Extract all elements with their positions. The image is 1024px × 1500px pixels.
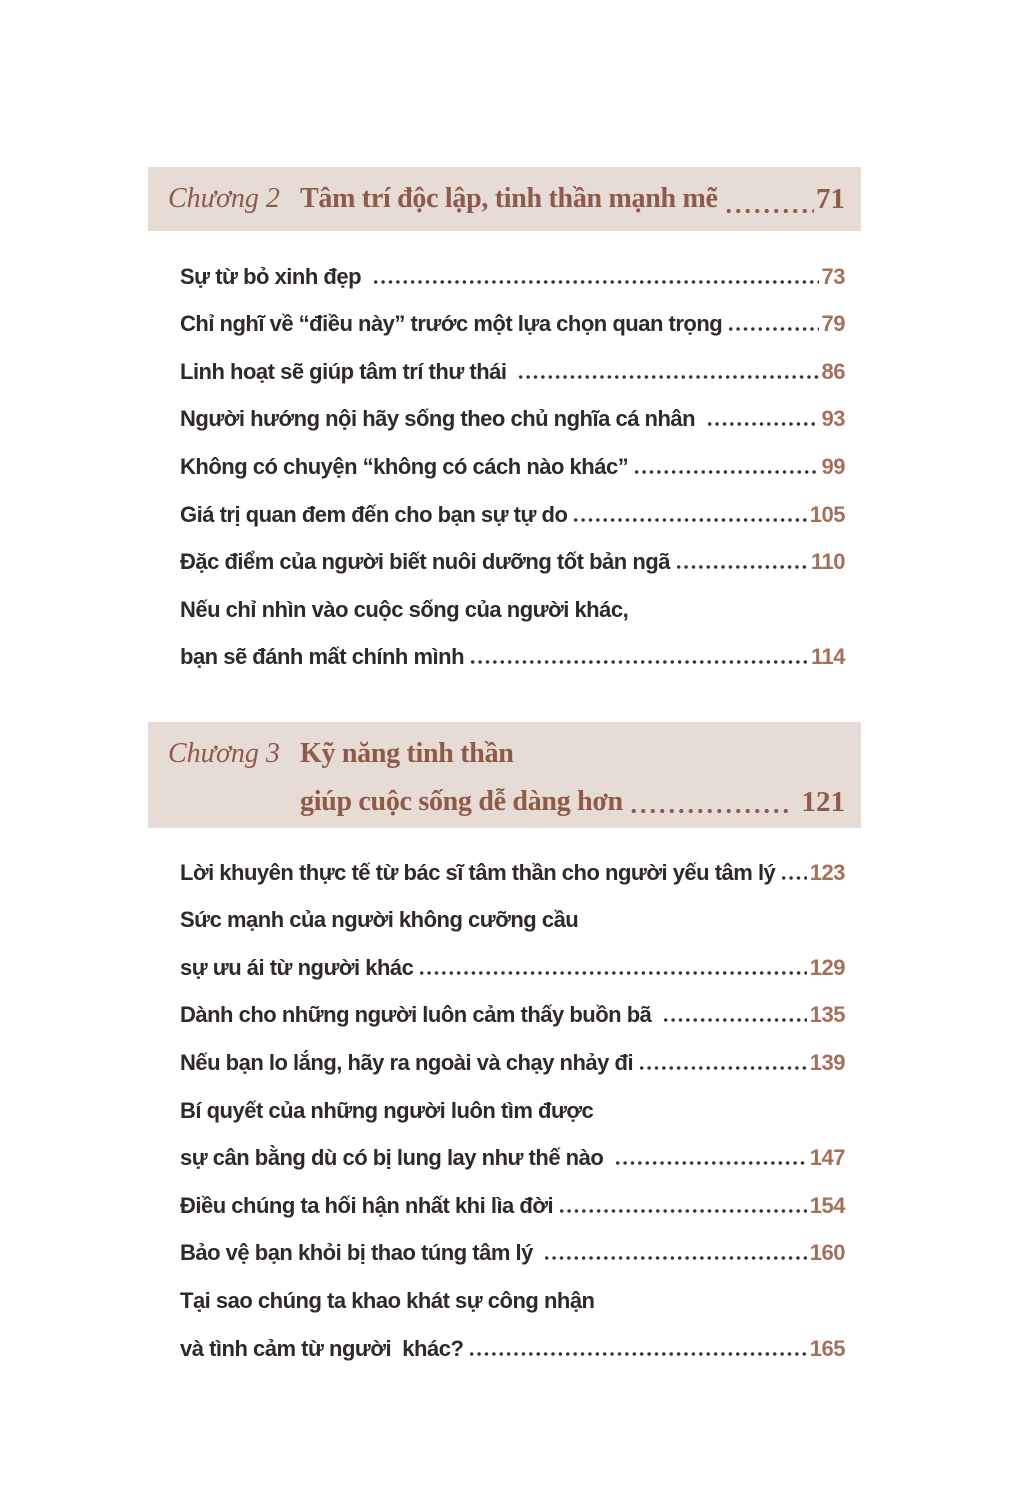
toc-leader-dots	[572, 518, 806, 522]
chapter2-entry-list	[180, 251, 845, 679]
toc-entry-row	[180, 537, 845, 585]
toc-entry-title: Chỉ nghĩ về “điều này” trước một lựa chọn quan trọng	[180, 311, 723, 337]
toc-entry-title: Điều chúng ta hối hận nhất khi lìa đời	[180, 1192, 554, 1218]
toc-leader-dots	[780, 876, 806, 880]
toc-page-number: 129	[809, 954, 845, 980]
toc-leader-dots	[558, 1209, 807, 1213]
toc-leader-dots	[638, 1066, 807, 1070]
chapter2-page-number: 71	[816, 183, 845, 215]
toc-leader-dots	[662, 1018, 807, 1022]
toc-leader-dots	[727, 327, 818, 331]
toc-page-number: 165	[809, 1335, 845, 1361]
toc-entry-row	[180, 1228, 845, 1276]
toc-entry-title: Nếu chỉ nhìn vào cuộc sống của người khác,	[180, 596, 629, 622]
toc-entry-row	[180, 1085, 845, 1133]
toc-entry-row	[180, 942, 845, 990]
toc-entry-row	[180, 1275, 845, 1323]
toc-entry-title: Sự từ bỏ xinh đẹp	[180, 263, 367, 289]
chapter3-header	[148, 722, 861, 828]
toc-page-number: 135	[809, 1002, 845, 1028]
chapter2-label: Chương 2	[168, 183, 280, 214]
toc-page-number: 79	[821, 311, 845, 337]
toc-entry-row	[180, 1037, 845, 1085]
toc-page-number: 154	[809, 1192, 845, 1218]
chapter2-title: Tâm trí độc lập, tinh thần mạnh mẽ	[300, 183, 718, 214]
toc-entry-title: Bảo vệ bạn khỏi bị thao túng tâm lý	[180, 1240, 539, 1266]
toc-entry-title: Giá trị quan đem đến cho bạn sự tự do	[180, 501, 568, 527]
toc-entry-row	[180, 441, 845, 489]
toc-entry-row	[180, 346, 845, 394]
chapter3-title-block	[300, 730, 845, 826]
toc-entry-title: Lời khuyên thực tế từ bác sĩ tâm thần cho người yếu tâm lý	[180, 859, 776, 885]
toc-entry-title: Đặc điểm của người biết nuôi dưỡng tốt bản ngã	[180, 549, 670, 575]
chapter3-title-line2: giúp cuộc sống dễ dàng hơn	[300, 786, 623, 817]
toc-entry-row	[180, 584, 845, 632]
toc-entry-title: bạn sẽ đánh mất chính mình	[180, 644, 465, 670]
toc-entry-row	[180, 1133, 845, 1181]
toc-page-number: 114	[811, 644, 845, 670]
toc-entry-title: Nếu bạn lo lắng, hãy ra ngoài và chạy nhảy đi	[180, 1049, 634, 1075]
toc-leader-dots	[614, 1161, 807, 1165]
toc-leader-dots	[543, 1256, 806, 1260]
toc-entry-row	[180, 251, 845, 299]
toc-page-number: 147	[809, 1145, 845, 1171]
chapter3-title-line2-row	[300, 778, 845, 826]
toc-entry-row	[180, 632, 845, 680]
toc-entry-title: Không có chuyện “không có cách nào khác”	[180, 453, 629, 479]
toc-entry-title: Tại sao chúng ta khao khát sự công nhận	[180, 1287, 595, 1313]
chapter3-leader-dots	[629, 778, 793, 826]
toc-entry-row	[180, 299, 845, 347]
toc-entry-row	[180, 895, 845, 943]
toc-entry-title: sự ưu ái từ người khác	[180, 954, 414, 980]
chapter3-entry-list	[180, 847, 845, 1371]
toc-leader-dots	[706, 422, 819, 426]
toc-page-number: 73	[821, 263, 845, 289]
toc-entry-row	[180, 394, 845, 442]
toc-entry-row	[180, 847, 845, 895]
toc-page-number: 160	[809, 1240, 845, 1266]
toc-entry-row	[180, 990, 845, 1038]
toc-leader-dots	[468, 1352, 806, 1356]
toc-entry-row	[180, 1180, 845, 1228]
toc-page-number: 99	[821, 453, 845, 479]
toc-entry-title: Linh hoạt sẽ giúp tâm trí thư thái	[180, 358, 513, 384]
chapter3-title-line1: Kỹ năng tinh thần	[300, 738, 514, 769]
chapter3-page-number: 121	[801, 786, 845, 818]
toc-leader-dots	[372, 280, 819, 284]
toc-leader-dots	[418, 971, 806, 975]
toc-page-number: 86	[821, 358, 845, 384]
toc-leader-dots	[675, 565, 808, 569]
toc-leader-dots	[469, 660, 808, 664]
toc-page-number: 110	[811, 549, 845, 575]
toc-leader-dots	[633, 470, 818, 474]
chapter2-header	[148, 167, 861, 231]
toc-entry-title: và tình cảm từ người khác?	[180, 1335, 464, 1361]
toc-entry-title: Dành cho những người luôn cảm thấy buồn bã	[180, 1002, 657, 1028]
toc-entry-title: sự cân bằng dù có bị lung lay như thế nào	[180, 1145, 609, 1171]
toc-entry-title: Người hướng nội hãy sống theo chủ nghĩa cá nhân	[180, 406, 701, 432]
toc-leader-dots	[517, 375, 818, 379]
toc-page-number: 123	[809, 859, 845, 885]
toc-entry-row	[180, 1323, 845, 1371]
toc-entry-title: Bí quyết của những người luôn tìm được	[180, 1097, 594, 1123]
chapter3-label: Chương 3	[168, 738, 280, 769]
toc-page-number: 139	[809, 1049, 845, 1075]
toc-page-number: 93	[821, 406, 845, 432]
toc-entry-title: Sức mạnh của người không cưỡng cầu	[180, 907, 579, 933]
toc-page-number: 105	[809, 501, 845, 527]
toc-entry-row	[180, 489, 845, 537]
chapter2-leader-dots	[724, 167, 814, 231]
